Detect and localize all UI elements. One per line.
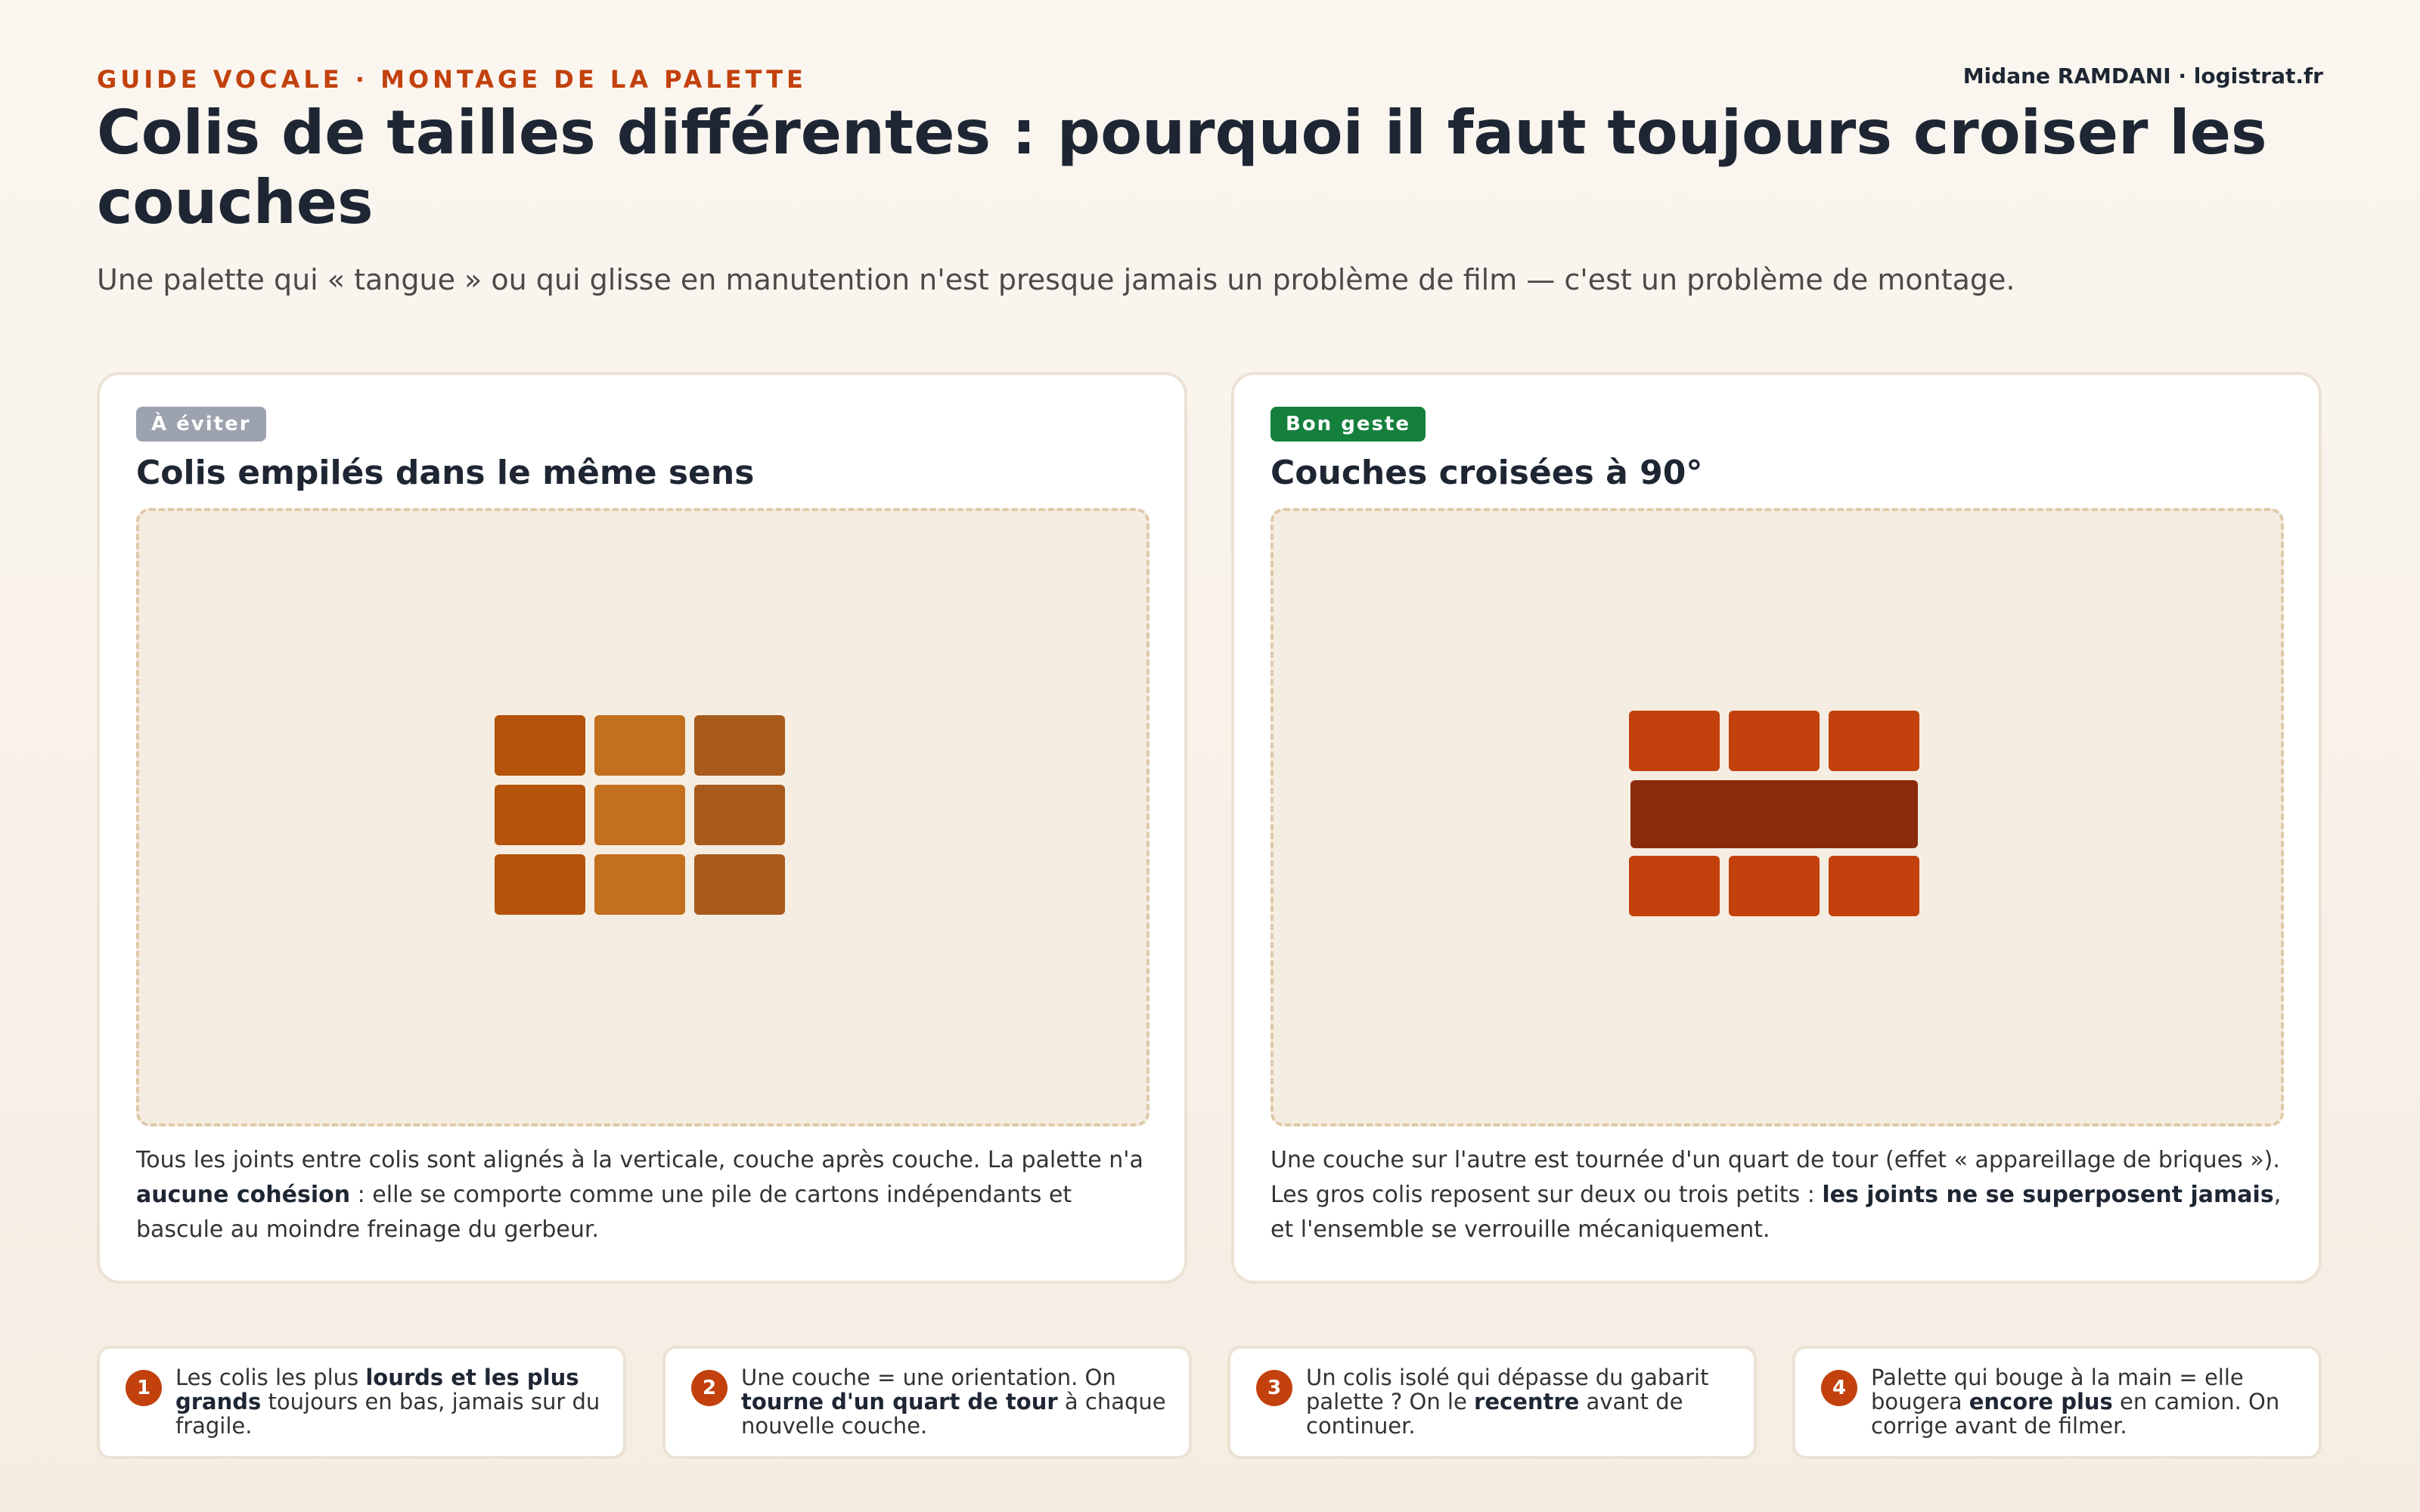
box-aligned	[694, 854, 785, 915]
card-good	[1231, 372, 2322, 1284]
tip-text: Un colis isolé qui dépasse du gabarit palette ? On le recentre avant de continuer.	[1306, 1365, 1709, 1439]
box-aligned	[594, 785, 685, 845]
box-aligned	[495, 785, 585, 845]
card-good-description: Une couche sur l'autre est tournée d'un quart de tour (effet « appareillage de briques »). Les gros colis reposent sur deux ou trois petits : les joints ne se superposent jamais, et l'ensemble se verrouille mécaniquement.	[1270, 1147, 2282, 1243]
tip-number: 1	[126, 1370, 162, 1406]
box-aligned	[495, 854, 585, 915]
tip-3	[1227, 1346, 1757, 1459]
page-title: Colis de tailles différentes : pourquoi il faut toujours croiser les couches	[97, 98, 2267, 237]
tip-1	[97, 1346, 626, 1459]
card-avoid	[97, 372, 1187, 1284]
tip-4	[1792, 1346, 2322, 1459]
box-aligned	[594, 854, 685, 915]
box-aligned	[594, 715, 685, 776]
box-large-crossed	[1630, 780, 1918, 848]
box-aligned	[694, 715, 785, 776]
card-avoid-description: Tous les joints entre colis sont alignés à la verticale, couche après couche. La palette n'a aucune cohésion : elle se comporte comme une pile de cartons indépendants et bascule au moindre freinage du gerbeur.	[136, 1147, 1143, 1243]
box-aligned	[495, 715, 585, 776]
tip-number: 4	[1821, 1370, 1857, 1406]
box-small	[1829, 856, 1919, 916]
badge-avoid: À éviter	[136, 407, 266, 442]
box-small	[1629, 856, 1720, 916]
box-small	[1729, 856, 1820, 916]
box-small	[1829, 711, 1919, 771]
tip-text: Palette qui bouge à la main = elle bougera encore plus en camion. On corrige avant de filmer.	[1871, 1365, 2280, 1439]
tip-text: Les colis les plus lourds et les plus grands toujours en bas, jamais sur du fragile.	[175, 1365, 600, 1439]
box-small	[1629, 711, 1720, 771]
page-subtitle: Une palette qui « tangue » ou qui glisse en manutention n'est presque jamais un problème de film — c'est un problème de montage.	[97, 263, 2015, 296]
aligned-stack-drawing	[139, 511, 1146, 1123]
tip-number: 2	[691, 1370, 728, 1406]
card-avoid-title: Colis empilés dans le même sens	[136, 454, 755, 492]
crossed-stack-drawing	[1274, 511, 2281, 1123]
kicker: GUIDE VOCALE · MONTAGE DE LA PALETTE	[97, 65, 807, 94]
card-good-title: Couches croisées à 90°	[1270, 454, 1703, 492]
illustration-crossed-stack	[1270, 508, 2284, 1126]
tip-2	[662, 1346, 1192, 1459]
author-credit: Midane RAMDANI · logistrat.fr	[1962, 64, 2323, 88]
badge-good: Bon geste	[1270, 407, 1426, 442]
tip-text: Une couche = une orientation. On tourne d'un quart de tour à chaque nouvelle couche.	[741, 1365, 1166, 1439]
box-small	[1729, 711, 1820, 771]
illustration-aligned-stack	[136, 508, 1150, 1126]
tip-number: 3	[1256, 1370, 1292, 1406]
box-aligned	[694, 785, 785, 845]
